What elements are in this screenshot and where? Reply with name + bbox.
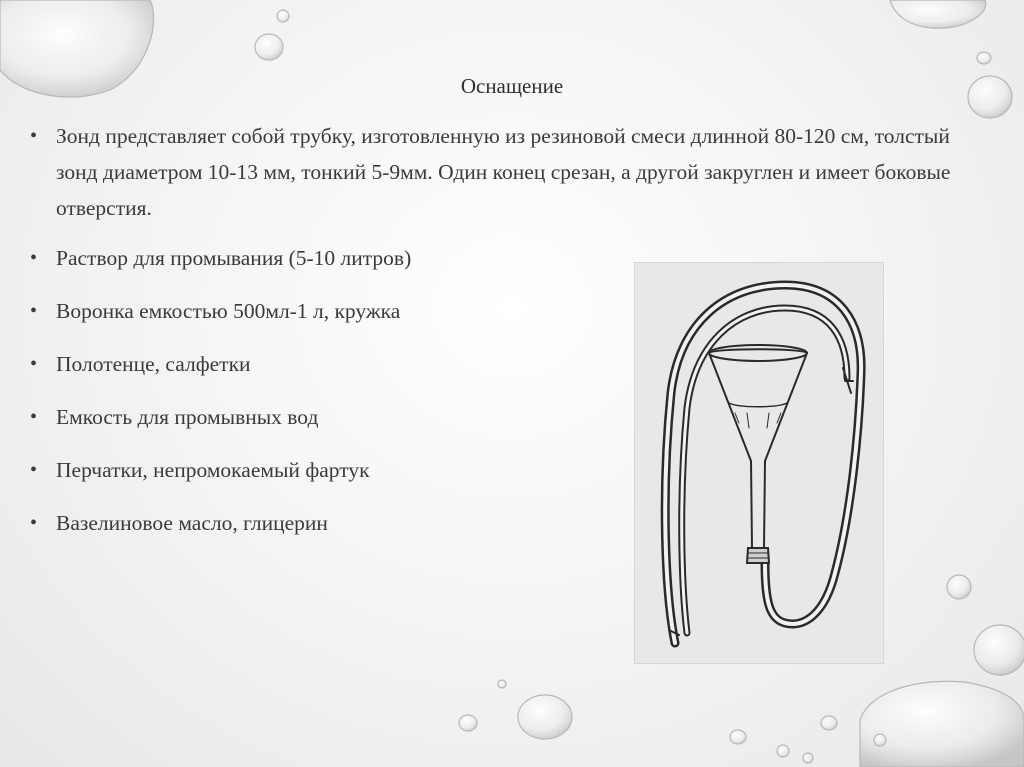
list-item-text: Раствор для промывания (5-10 литров) [56, 246, 412, 270]
list-item-text: Полотенце, салфетки [56, 352, 251, 376]
bullet-icon: • [30, 125, 38, 147]
list-item [30, 293, 646, 329]
list-item-text: Емкость для промывных вод [56, 405, 319, 429]
list-item [30, 505, 646, 541]
list-item [30, 452, 646, 488]
list-item-text: Воронка емкостью 500мл-1 л, кружка [56, 299, 401, 323]
gastric-tube-with-funnel-icon [635, 263, 883, 663]
list-item [30, 346, 646, 382]
list-item [30, 118, 986, 226]
list-item-text: Зонд представляет собой трубку, изготовленную из резиновой смеси длинной 80-120 см, толстый зонд диаметром 10-13 мм, тонкий 5-9мм. Один конец срезан, а другой закруглен и имеет боковые отверстия. [56, 124, 951, 220]
bullet-icon: • [30, 406, 38, 428]
bullet-icon: • [30, 353, 38, 375]
bullet-icon: • [30, 247, 38, 269]
list-item [30, 399, 646, 435]
list-item-text: Вазелиновое масло, глицерин [56, 511, 328, 535]
bullet-icon: • [30, 512, 38, 534]
gastric-tube-illustration [634, 262, 884, 664]
list-item-text: Перчатки, непромокаемый фартук [56, 458, 370, 482]
list-item [30, 240, 646, 276]
slide-title: Оснащение [460, 74, 564, 98]
bullet-icon: • [30, 459, 38, 481]
bullet-icon: • [30, 300, 38, 322]
